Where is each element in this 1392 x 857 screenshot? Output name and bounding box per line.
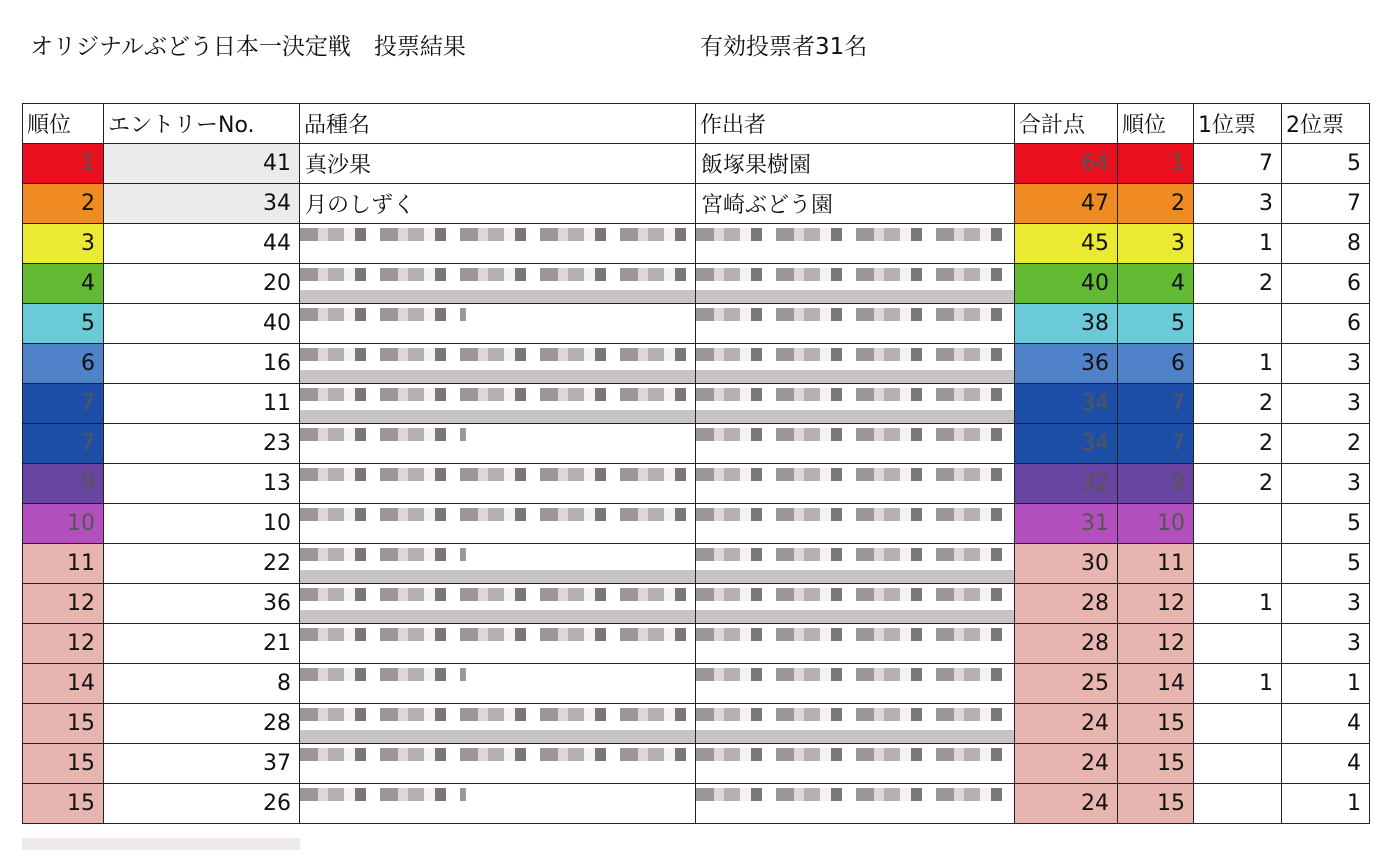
entry-no-cell: 44 [104,224,300,264]
col-header-variety: 品種名 [300,104,696,144]
second-place-votes-cell: 1 [1282,784,1370,824]
first-place-votes-cell [1194,304,1282,344]
table-row [23,784,1370,824]
first-place-votes-cell: 1 [1194,584,1282,624]
first-place-votes-cell [1194,744,1282,784]
rank-cell: 4 [23,264,104,304]
entry-no-cell: 37 [104,744,300,784]
rank-cell: 12 [23,624,104,664]
first-place-votes-cell [1194,704,1282,744]
rank-2-cell: 5 [1118,304,1194,344]
rank-cell: 9 [23,464,104,504]
rank-2-cell: 1 [1118,144,1194,184]
entry-no-cell: 13 [104,464,300,504]
rank-2-cell: 12 [1118,624,1194,664]
table-row [23,344,1370,384]
first-place-votes-cell: 7 [1194,144,1282,184]
first-place-votes-cell [1194,504,1282,544]
variety-cell-redacted [300,584,696,624]
variety-cell-redacted [300,304,696,344]
rank-2-cell: 4 [1118,264,1194,304]
entry-no-cell: 21 [104,624,300,664]
variety-cell-redacted [300,384,696,424]
rank-cell: 3 [23,224,104,264]
entry-no-cell: 28 [104,704,300,744]
variety-cell: 真沙果 [300,144,696,184]
entry-no-cell: 20 [104,264,300,304]
variety-cell-redacted [300,224,696,264]
breeder-cell-redacted [696,784,1015,824]
variety-cell-redacted [300,664,696,704]
variety-cell-redacted [300,784,696,824]
first-place-votes-cell: 3 [1194,184,1282,224]
entry-no-cell: 11 [104,384,300,424]
rank-cell: 12 [23,584,104,624]
total-points-cell: 32 [1015,464,1118,504]
rank-cell: 1 [23,144,104,184]
table-row [23,184,1370,224]
second-place-votes-cell: 3 [1282,344,1370,384]
table-row [23,264,1370,304]
breeder-cell-redacted [696,424,1015,464]
table-row [23,544,1370,584]
second-place-votes-cell: 6 [1282,264,1370,304]
rank-cell: 15 [23,744,104,784]
first-place-votes-cell: 1 [1194,344,1282,384]
first-place-votes-cell [1194,784,1282,824]
variety-cell-redacted [300,744,696,784]
breeder-cell-redacted [696,744,1015,784]
variety-cell-redacted [300,264,696,304]
rank-cell: 10 [23,504,104,544]
second-place-votes-cell: 2 [1282,424,1370,464]
rank-cell: 15 [23,784,104,824]
table-row [23,224,1370,264]
total-points-cell: 47 [1015,184,1118,224]
breeder-cell-redacted [696,584,1015,624]
entry-no-cell: 10 [104,504,300,544]
second-place-votes-cell: 3 [1282,584,1370,624]
first-place-votes-cell [1194,544,1282,584]
total-points-cell: 36 [1015,344,1118,384]
breeder-cell: 宮崎ぶどう園 [696,184,1015,224]
variety-cell-redacted [300,504,696,544]
first-place-votes-cell [1194,624,1282,664]
second-place-votes-cell: 6 [1282,304,1370,344]
rank-2-cell: 15 [1118,704,1194,744]
breeder-cell-redacted [696,344,1015,384]
rank-2-cell: 9 [1118,464,1194,504]
second-place-votes-cell: 5 [1282,504,1370,544]
rank-2-cell: 2 [1118,184,1194,224]
rank-cell: 15 [23,704,104,744]
rank-2-cell: 12 [1118,584,1194,624]
rank-2-cell: 3 [1118,224,1194,264]
second-place-votes-cell: 3 [1282,384,1370,424]
rank-2-cell: 15 [1118,784,1194,824]
col-header-rank: 順位 [23,104,104,144]
second-place-votes-cell: 5 [1282,544,1370,584]
breeder-cell-redacted [696,704,1015,744]
total-points-cell: 38 [1015,304,1118,344]
table-row [23,504,1370,544]
breeder-cell-redacted [696,504,1015,544]
total-points-cell: 24 [1015,744,1118,784]
rank-2-cell: 15 [1118,744,1194,784]
entry-no-cell: 8 [104,664,300,704]
total-points-cell: 45 [1015,224,1118,264]
second-place-votes-cell: 5 [1282,144,1370,184]
table-row [23,144,1370,184]
breeder-cell-redacted [696,384,1015,424]
first-place-votes-cell: 2 [1194,264,1282,304]
breeder-cell-redacted [696,664,1015,704]
total-points-cell: 30 [1015,544,1118,584]
variety-cell-redacted [300,704,696,744]
col-header-rank-2: 順位 [1118,104,1194,144]
total-points-cell: 40 [1015,264,1118,304]
table-row [23,744,1370,784]
total-points-cell: 34 [1015,384,1118,424]
total-points-cell: 31 [1015,504,1118,544]
first-place-votes-cell: 2 [1194,464,1282,504]
entry-no-cell: 34 [104,184,300,224]
variety-cell-redacted [300,544,696,584]
total-points-cell: 34 [1015,424,1118,464]
results-table [22,103,1370,824]
second-place-votes-cell: 4 [1282,704,1370,744]
rank-cell: 11 [23,544,104,584]
table-row [23,664,1370,704]
entry-no-cell: 23 [104,424,300,464]
rank-2-cell: 7 [1118,424,1194,464]
rank-2-cell: 7 [1118,384,1194,424]
entry-no-cell: 22 [104,544,300,584]
breeder-cell: 飯塚果樹園 [696,144,1015,184]
first-place-votes-cell: 1 [1194,224,1282,264]
entry-no-cell: 36 [104,584,300,624]
breeder-cell-redacted [696,464,1015,504]
second-place-votes-cell: 3 [1282,624,1370,664]
variety-cell-redacted [300,344,696,384]
total-points-cell: 64 [1015,144,1118,184]
total-points-cell: 24 [1015,704,1118,744]
table-row [23,384,1370,424]
rank-2-cell: 6 [1118,344,1194,384]
page-title: オリジナルぶどう日本一決定戦 投票結果 [30,34,466,60]
col-header-first-place-votes: 1位票 [1194,104,1282,144]
rank-cell: 6 [23,344,104,384]
second-place-votes-cell: 1 [1282,664,1370,704]
variety-cell-redacted [300,464,696,504]
rank-2-cell: 14 [1118,664,1194,704]
second-place-votes-cell: 8 [1282,224,1370,264]
second-place-votes-cell: 3 [1282,464,1370,504]
table-row [23,464,1370,504]
entry-no-cell: 40 [104,304,300,344]
table-row [23,624,1370,664]
header-row [23,104,1370,144]
breeder-cell-redacted [696,304,1015,344]
breeder-cell-redacted [696,624,1015,664]
second-place-votes-cell: 7 [1282,184,1370,224]
results-body [23,144,1370,824]
valid-voters-count: 有効投票者31名 [700,34,868,60]
variety-cell: 月のしずく [300,184,696,224]
total-points-cell: 28 [1015,624,1118,664]
rank-2-cell: 11 [1118,544,1194,584]
col-header-entry-no: エントリーNo. [104,104,300,144]
breeder-cell-redacted [696,264,1015,304]
col-header-second-place-votes: 2位票 [1282,104,1370,144]
rank-cell: 5 [23,304,104,344]
first-place-votes-cell: 2 [1194,384,1282,424]
table-row [23,584,1370,624]
breeder-cell-redacted [696,224,1015,264]
rank-cell: 2 [23,184,104,224]
first-place-votes-cell: 2 [1194,424,1282,464]
table-row [23,704,1370,744]
table-row [23,304,1370,344]
rank-cell: 7 [23,384,104,424]
variety-cell-redacted [300,624,696,664]
entry-no-cell: 16 [104,344,300,384]
col-header-total-points: 合計点 [1015,104,1118,144]
footer-smudge [22,838,300,850]
col-header-breeder: 作出者 [696,104,1015,144]
total-points-cell: 25 [1015,664,1118,704]
total-points-cell: 24 [1015,784,1118,824]
rank-cell: 14 [23,664,104,704]
entry-no-cell: 26 [104,784,300,824]
breeder-cell-redacted [696,544,1015,584]
total-points-cell: 28 [1015,584,1118,624]
variety-cell-redacted [300,424,696,464]
rank-2-cell: 10 [1118,504,1194,544]
second-place-votes-cell: 4 [1282,744,1370,784]
table-row [23,424,1370,464]
rank-cell: 7 [23,424,104,464]
entry-no-cell: 41 [104,144,300,184]
first-place-votes-cell: 1 [1194,664,1282,704]
